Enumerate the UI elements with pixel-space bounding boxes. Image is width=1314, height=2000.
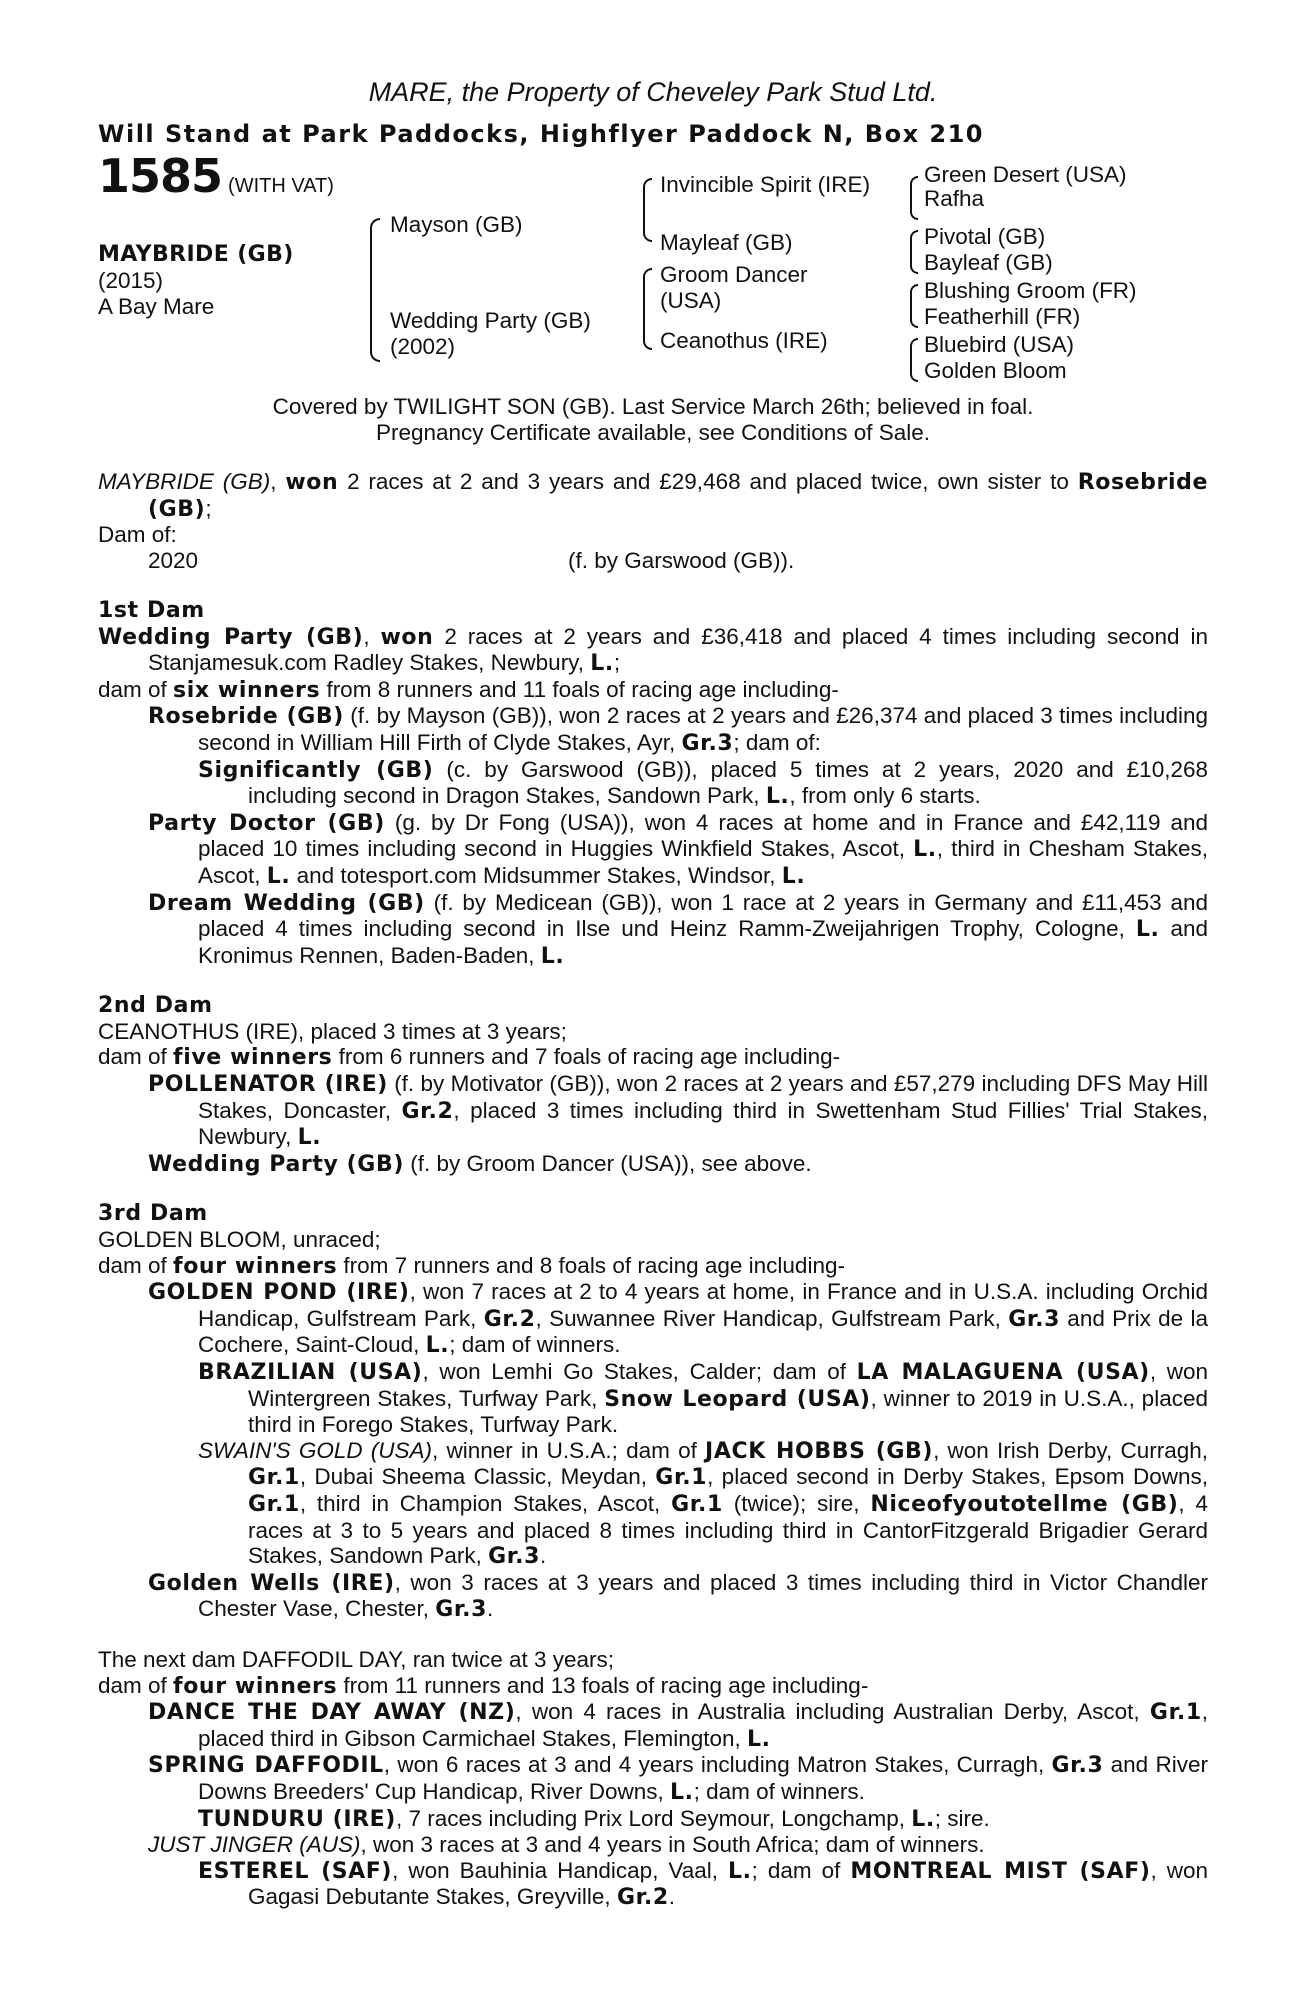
brace-sire-parents [643,178,652,242]
produce-swains-gold [98,1438,1208,1570]
pedigree-block [98,149,1208,388]
ped-dam-year: (2002) [390,334,456,359]
produce-rosebride [98,703,1208,756]
dam-of-detail: from 8 runners and 11 foals of racing age including- [320,676,839,702]
dam-name: Wedding Party (GB) [98,624,364,650]
record-text: , won 3 races at 3 years and placed 3 times including third in Victor Chandler Chester Vase, Chester, [198,1569,1208,1622]
second-dam-record: CEANOTHUS (IRE), placed 3 times at 3 years; [98,1018,567,1044]
produce-dance-the-day-away [98,1699,1208,1752]
listed-label: L. [297,1125,322,1151]
ped-ssd: Rafha [924,186,985,211]
location-line: Will Stand at Park Paddocks, Highflyer Paddock N, Box 210 [98,120,984,148]
mare-record-text: MAYBRIDE (GB), won 2 races at 2 and 3 years and £29,468 and placed twice, own sister to Rosebride (GB); [98,469,1208,522]
produce-esterel [98,1858,1208,1911]
produce-name: JACK HOBBS (GB) [705,1438,934,1464]
punct: . [668,1884,676,1910]
dam-of-detail: from 6 runners and 7 foals of racing age including- [332,1044,841,1070]
produce-wedding-party [98,1151,1208,1178]
produce-row [98,548,1208,574]
brace-parents [370,218,380,362]
produce-name: JUST JINGER (AUS) [148,1832,361,1858]
record-text: , won Lemhi Go Stakes, Calder; dam of [422,1359,857,1384]
ped-sss: Green Desert (USA) [924,162,1127,187]
record-text: (f. by Mayson (GB)), won 2 races at 2 years and £26,374 and placed 3 times including second in William Hill Firth of Clyde Stakes, Ayr, [198,703,1208,755]
produce-year: 2020 [148,547,199,573]
produce-name: Golden Wells (IRE) [148,1570,395,1596]
record-text: and Prix de la Cochere, Saint-Cloud, [198,1305,1208,1358]
produce-name: GOLDEN POND (IRE) [148,1280,410,1306]
first-dam-heading: 1st Dam [98,597,205,623]
horse-name: MAYBRIDE (GB) [98,242,294,267]
covered-line-2: Pregnancy Certificate available, see Conditions of Sale. [375,419,931,445]
mare-record [98,469,1208,574]
punct: . [487,1596,494,1622]
brace-dam-parents [643,268,652,350]
vat-note: (WITH VAT) [228,175,334,197]
record-text: (f. by Medicean (GB)), won 1 race at 2 years in Germany and £11,453 and placed 4 times including second in Ilse und Heinz Ramm-Zweijahrigen Trophy, Cologne, [198,889,1208,942]
dam-of-detail: from 11 runners and 13 foals of racing age including- [337,1672,869,1698]
ped-ddd: Golden Bloom [924,358,1067,383]
group-label: Gr.2 [616,1885,669,1911]
group-label: Gr.1 [1149,1700,1202,1726]
produce-dream-wedding [98,890,1208,970]
record-text: 2 races at 2 years and £36,418 and placed 4 times including second in Stanjamesuk.com Radley Stakes, Newbury, [148,623,1208,676]
brace-3-2 [910,230,918,274]
ped-dss: Blushing Groom (FR) [924,278,1137,303]
third-dam-record: GOLDEN BLOOM, unraced; [98,1227,381,1253]
produce-name: TUNDURU (IRE) [198,1806,396,1832]
produce-name: LA MALAGUENA (USA) [856,1360,1150,1385]
produce-golden-pond [98,1279,1208,1359]
record-text: (f. by Groom Dancer (USA)), see above. [404,1150,812,1176]
punct: . [539,1543,547,1569]
catalogue-page [98,77,1209,1911]
dam-of-text: dam of [98,1252,174,1278]
group-label: Gr.3 [681,730,734,756]
produce-name: MONTREAL MIST (SAF) [850,1858,1151,1884]
group-label: Gr.3 [488,1544,540,1570]
produce-pollenator [98,1071,1208,1151]
listed-label: L. [540,943,565,969]
listed-label: L. [781,863,806,889]
produce-name: Rosebride (GB) [148,704,344,730]
produce-name: Wedding Party (GB) [148,1151,404,1177]
record-text: , from only 6 starts. [789,783,981,809]
third-dam-section [98,1201,1208,1623]
ped-dds: Bluebird (USA) [924,332,1075,357]
won-label: won [285,470,339,496]
covered-line-1: Covered by TWILIGHT SON (GB). Last Service March 26th; believed in foal. [272,394,1034,419]
record-text: , 7 races including Prix Lord Seymour, Longchamp, [395,1805,912,1831]
produce-name: Snow Leopard (USA) [604,1386,871,1412]
produce-brazilian [98,1359,1208,1438]
record-text: , placed 3 times including third in Swettenham Stud Fillies' Trial Stakes, Newbury, [198,1097,1208,1150]
listed-label: L. [911,1806,935,1832]
record-text: and totesport.com Midsummer Stakes, Windsor, [290,862,782,888]
mare-record-detail: 2 races at 2 and 3 years and £29,468 and placed twice, own sister to [338,469,1069,495]
produce-name: Party Doctor (GB) [148,810,385,836]
group-label: Gr.2 [401,1098,454,1124]
first-dam-section [98,598,1208,969]
record-text: , won 3 races at 3 and 4 years in South Africa; dam of winners. [360,1832,985,1858]
next-dam-record: The next dam DAFFODIL DAY, ran twice at 3 years; [98,1646,615,1672]
record-text: ; dam of winners. [693,1778,865,1804]
record-text: (g. by Dr Fong (USA)), won 4 races at home and in France and £42,119 and placed 10 times including second in Huggies Winkfield Stakes, Ascot, [198,809,1209,862]
record-text: ; sire. [934,1805,990,1831]
ped-sire: Mayson (GB) [390,212,523,237]
produce-name: ESTEREL (SAF) [198,1858,393,1884]
first-dam-record: Wedding Party (GB), won 2 races at 2 years and £36,418 and placed 4 times including second in Stanjamesuk.com Radley Stakes, Newbury, L.; [98,623,1208,677]
record-text: , third in Champion Stakes, Ascot, [299,1490,672,1516]
record-text: , won 7 races at 2 to 4 years at home, in France and in U.S.A. including Orchid Handicap, Gulfstream Park, [198,1279,1208,1331]
record-text: and River Downs Breeders' Cup Handicap, River Downs, [198,1752,1209,1804]
sister-name: Rosebride (GB) [148,470,1208,522]
dam-of-label: Dam of: [98,522,177,548]
group-label: Gr.1 [671,1491,723,1517]
ped-sd: Mayleaf (GB) [660,230,793,255]
produce-name: SWAIN'S GOLD (USA) [198,1437,433,1463]
produce-name: POLLENATOR (IRE) [148,1072,388,1098]
record-text: (c. by Garswood (GB)), placed 5 times at 2 years, 2020 and £10,268 including second in Dragon Stakes, Sandown Park, [248,756,1208,809]
horse-year: (2015) [98,268,164,293]
group-label: Gr.3 [1051,1753,1104,1779]
next-dam-produce-summary [98,1673,1208,1700]
record-text: , Suwannee River Handicap, Gulfstream Park, [535,1305,1009,1331]
produce-party-doctor [98,810,1208,890]
listed-label: L. [670,1779,694,1805]
lot-number-line [98,149,334,203]
group-label: Gr.1 [248,1491,300,1517]
second-dam-produce-summary [98,1044,1208,1071]
produce-name: Significantly (GB) [198,757,434,783]
group-label: Gr.3 [1008,1306,1061,1332]
produce-name: BRAZILIAN (USA) [198,1360,423,1385]
record-text: , third in Chesham Stakes, Ascot, [198,836,1208,888]
record-text: , won 4 races in Australia including Australian Derby, Ascot, [515,1699,1150,1725]
produce-name: SPRING DAFFODIL [148,1753,384,1779]
ped-ss: Invincible Spirit (IRE) [660,172,871,197]
listed-label: L. [590,651,614,677]
brace-3-1 [910,176,918,220]
punct: ; [613,650,621,676]
horse-description: A Bay Mare [98,294,215,319]
record-text: (twice); sire, [722,1490,871,1516]
listed-label: L. [765,784,790,810]
record-text: , 4 races at 3 to 5 years and placed 8 times including third in CantorFitzgerald Brigadier Gerard Stakes, Sandown Park, [248,1490,1208,1569]
produce-spring-daffodil [98,1752,1208,1805]
record-text: , winner in U.S.A.; dam of [432,1437,706,1463]
dam-of-detail: from 7 runners and 8 foals of racing age including- [337,1252,845,1278]
record-text: , Dubai Sheema Classic, Meydan, [299,1464,656,1490]
produce-golden-wells [98,1570,1208,1623]
page-title: MARE, the Property of Cheveley Park Stud Ltd. [368,77,938,107]
winners-count: four winners [173,1253,338,1279]
record-text: , won Gagasi Debutante Stakes, Greyville, [248,1857,1208,1910]
brace-3-3 [910,284,918,328]
produce-tunduru [98,1806,1208,1833]
next-dam-section [98,1647,1208,1911]
group-label: Gr.2 [483,1306,536,1332]
produce-desc: (f. by Garswood (GB)). [568,547,795,573]
produce-significantly [98,757,1208,810]
ped-dd: Ceanothus (IRE) [660,328,828,353]
second-dam-section [98,993,1208,1177]
record-text: , placed second in Derby Stakes, Epsom Downs, [707,1464,1208,1490]
group-label: Gr.3 [435,1597,488,1623]
record-text: (f. by Motivator (GB)), won 2 races at 2 years and £57,279 including DFS May Hill Stakes, Doncaster, [198,1071,1209,1123]
dam-of-text: dam of [98,1044,174,1070]
listed-label: L. [728,1858,752,1884]
record-text: ; dam of: [733,729,821,755]
record-text: ; dam of [751,1857,851,1883]
ped-dam-name: Wedding Party (GB) [390,308,591,333]
dam-of-text: dam of [98,676,174,702]
ped-dsd: Featherhill (FR) [924,304,1081,329]
second-dam-heading: 2nd Dam [98,993,213,1019]
won-label: won [380,624,434,650]
produce-just-jinger [98,1832,1208,1858]
listed-label: L. [425,1333,450,1359]
winners-count: five winners [173,1045,333,1071]
record-text: ; dam of winners. [449,1332,621,1358]
winners-count: six winners [173,677,321,703]
brace-3-4 [910,338,918,382]
produce-name: Dream Wedding (GB) [148,890,425,916]
ped-sdd: Bayleaf (GB) [924,250,1053,275]
record-text: and Kronimus Rennen, Baden-Baden, [198,916,1208,968]
lot-number: 1585 [98,149,223,203]
ped-sds: Pivotal (GB) [924,224,1046,249]
dam-of-text: dam of [98,1672,174,1698]
third-dam-produce-summary [98,1253,1208,1280]
produce-name: Niceofyoutotellme (GB) [870,1491,1179,1517]
ped-ds-1: Groom Dancer [660,262,808,287]
listed-label: L. [913,837,937,863]
first-dam-produce-summary [98,677,1208,704]
listed-label: L. [1135,917,1160,943]
listed-label: L. [266,863,291,889]
ped-ds-2: (USA) [660,288,722,313]
record-text: , won Irish Derby, Curragh, [933,1437,1208,1463]
record-text: , won 6 races at 3 and 4 years including Matron Stakes, Curragh, [383,1752,1052,1778]
record-text: , placed third in Gibson Carmichael Stakes, Flemington, [198,1699,1209,1751]
record-text: , winner to 2019 in U.S.A., placed third in Forego Stakes, Turfway Park. [248,1385,1208,1438]
produce-name: DANCE THE DAY AWAY (NZ) [148,1700,516,1726]
winners-count: four winners [173,1673,338,1699]
group-label: Gr.1 [248,1465,300,1491]
mare-name: MAYBRIDE (GB) [98,469,271,495]
listed-label: L. [747,1726,771,1752]
third-dam-heading: 3rd Dam [98,1201,208,1227]
record-text: , won Wintergreen Stakes, Turfway Park, [248,1359,1208,1411]
punct: ; [205,495,212,521]
record-text: , won Bauhinia Handicap, Vaal, [392,1857,729,1883]
group-label: Gr.1 [655,1465,708,1491]
